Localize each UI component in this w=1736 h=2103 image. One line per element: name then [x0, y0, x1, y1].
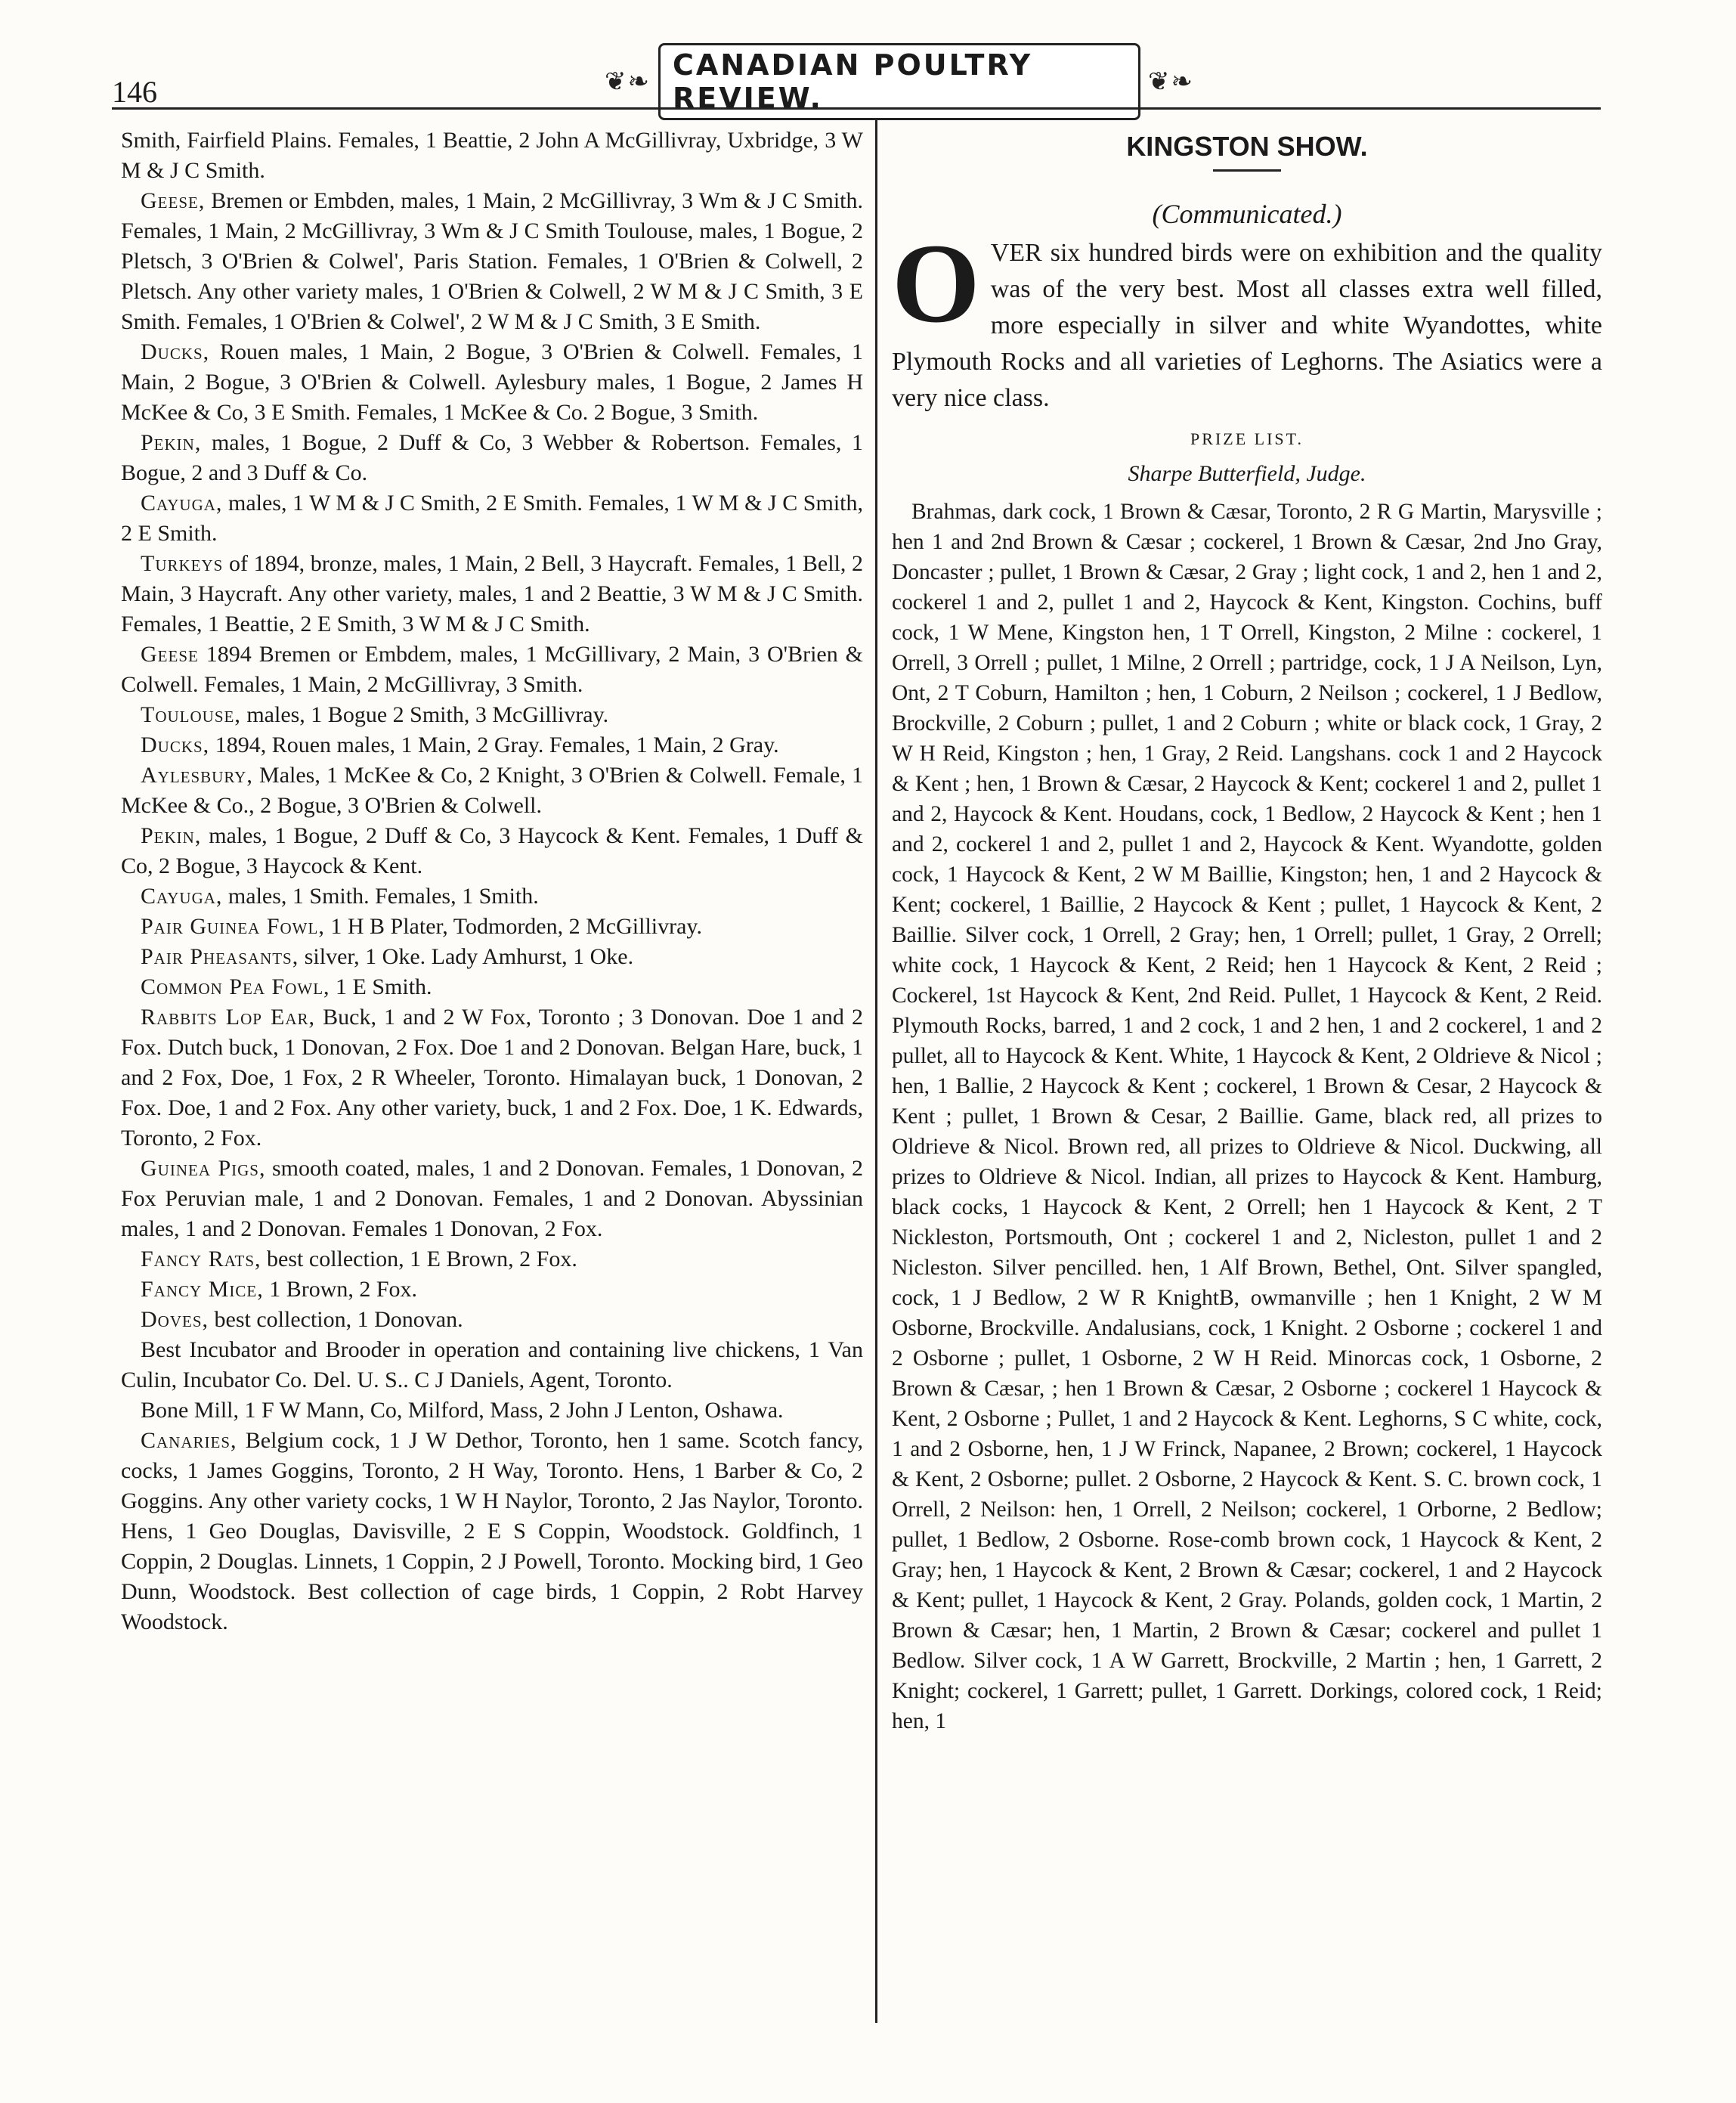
paragraph: Fancy Rats, best collection, 1 E Brown, 2 Fox.	[141, 1247, 577, 1271]
paragraph: Rabbits Lop Ear, Buck, 1 and 2 W Fox, Toronto ; 3 Donovan. Doe 1 and 2 Fox. Dutch buck, 1 Donovan, 2 Fox. Doe 1 and 2 Donovan. Belgan Hare, buck, 1 and 2 Fox, Doe, 1 Fox, 2 R Wheeler, Toronto. Himalayan buck, 1 Donovan, 2 Fox. Doe, 1 and 2 Fox. Any other variety, buck, 1 and 2 Fox. Doe, 1 K. Edwards, Toronto, 2 Fox.	[121, 1005, 863, 1151]
judge-line: Sharpe Butterfield, Judge.	[1128, 461, 1366, 486]
right-column	[892, 125, 1602, 1736]
paragraph: Best Incubator and Brooder in operation and containing live chickens, 1 Van Culin, Incubator Co. Del. U. S.. C J Daniels, Agent, Toronto.	[121, 1337, 863, 1392]
drop-cap: O	[892, 221, 980, 346]
paragraph: Geese, Bremen or Embden, males, 1 Main, 2 McGillivray, 3 Wm & J C Smith. Females, 1 Main, 2 McGillivray, 3 Wm & J C Smith Toulouse, males, 1 Bogue, 2 Pletsch, 3 O'Brien & Colwel', Paris Station. Females, 1 O'Brien & Colwell, 2 Pletsch. Any other variety males, 1 O'Brien & Colwell, 2 W M & J C Smith, 3 E Smith. Females, 1 O'Brien & Colwel', 2 W M & J C Smith, 3 E Smith.	[121, 188, 863, 334]
header-rule	[112, 107, 1601, 110]
paragraph: Pekin, males, 1 Bogue, 2 Duff & Co, 3 Webber & Robertson. Females, 1 Bogue, 2 and 3 Duff & Co.	[121, 430, 863, 485]
prize-list-body: Brahmas, dark cock, 1 Brown & Cæsar, Toronto, 2 R G Martin, Marysville ; hen 1 and 2nd Brown & Cæsar ; cockerel, 1 Brown & Cæsar, 2nd Jno Gray, Doncaster ; pullet, 1 Brown & Cæsar, 2 Gray ; light cock, 1 and 2, hen 1 and 2, cockerel 1 and 2, pullet 1 and 2, Haycock & Kent, Kingston. Cochins, buff cock, 1 W Mene, Kingston hen, 1 T Orrell, Kingston, 2 Milne : cockerel, 1 Orrell, 3 Orrell ; pullet, 1 Milne, 2 Orrell ; partridge, cock, 1 J A Neilson, Lyn, Ont, 2 T Coburn, Hamilton ; hen, 1 Coburn, 2 Neilson ; cockerel, 1 J Bedlow, Brockville, 2 Coburn ; pullet, 1 and 2 Coburn ; white or black cock, 1 Gray, 2 W H Reid, Kingston ; hen, 1 Gray, 2 Reid. Langshans. cock 1 and 2 Haycock & Kent ; hen, 1 Brown & Cæsar, 2 Haycock & Kent; cockerel 1 and 2, pullet 1 and 2, Haycock & Kent. Houdans, cock, 1 Bedlow, 2 Haycock & Kent ; hen 1 and 2, cockerel 1 and 2, pullet 1 and 2, Haycock & Kent. Wyandotte, golden cock, 1 Haycock & Kent, 2 W M Baillie, Kingston; hen, 1 and 2 Haycock & Kent; cockerel, 1 Baillie, 2 Haycock & Kent ; pullet, 1 Haycock & Kent, 2 Baillie. Silver cock, 1 Orrell, 2 Gray; hen, 1 Orrell; pullet, 1 Gray, 2 Orrell; white cock, 1 Haycock & Kent, 2 Reid; hen 1 Haycock & Kent, 2 Reid ; Cockerel, 1st Haycock & Kent, 2nd Reid. Pullet, 1 Haycock & Kent, 2 Reid. Plymouth Rocks, barred, 1 and 2 cock, 1 and 2 hen, 1 and 2 cockerel, 1 and 2 pullet, all to Haycock & Kent. White, 1 Haycock & Kent, 2 Oldrieve & Nicol ; hen, 1 Ballie, 2 Haycock & Kent ; cockerel, 1 Brown & Cesar, 2 Haycock & Kent ; pullet, 1 Brown & Cesar, 2 Baillie. Game, black red, all prizes to Oldrieve & Nicol. Brown red, all prizes to Oldrieve & Nicol. Duckwing, all prizes to Oldrieve & Nicol. Indian, all prizes to Haycock & Kent. Hamburg, black cocks, 1 Haycock & Kent, 2 Orrell; hen 1 Haycock & Kent, 2 T Nickleston, Portsmouth, Ont ; cockerel 1 and 2, Nicleston, pullet 1 and 2 Nicleston. Silver pencilled. hen, 1 Alf Brown, Bethel, Ont. Silver spangled, cock, 1 J Bedlow, 2 W R KnightB, owmanville ; hen 1 Knight, 2 W M Osborne, Brockville. Andalusians, cock, 1 Knight. 2 Osborne ; cockerel 1 and 2 Osborne ; pullet, 1 Osborne, 2 W H Reid. Minorcas cock, 1 Osborne, 2 Brown & Cæsar, ; hen 1 Brown & Cæsar, 2 Osborne ; cockerel 1 Haycock & Kent, 2 Osborne ; Pullet, 1 and 2 Haycock & Kent. Leghorns, S C white, cock, 1 and 2 Osborne, hen, 1 J W Frinck, Napanee, 2 Brown; cockerel, 1 Haycock & Kent, 2 Osborne; pullet. 2 Osborne, 2 Haycock & Kent. S. C. brown cock, 1 Orrell, 2 Neilson: hen, 1 Orrell, 2 Neilson; cockerel, 1 Orborne, 2 Bedlow; pullet, 1 Bedlow, 2 Osborne. Rose-comb brown cock, 1 Haycock & Kent, 2 Gray; hen, 1 Haycock & Kent, 2 Brown & Cæsar; cockerel, 1 and 2 Haycock & Kent; pullet, 1 Haycock & Kent, 2 Gray. Polands, golden cock, 1 Martin, 2 Brown & Cæsar; hen, 1 Martin, 2 Brown & Cæsar; cockerel and pullet 1 Bedlow. Silver cock, 1 A W Garrett, Brockville, 2 Martin ; hen, 1 Garrett, 2 Knight; cockerel, 1 Garrett; pullet, 1 Garrett. Dorkings, colored cock, 1 Reid; hen, 1	[892, 500, 1602, 1733]
masthead-title: CANADIAN POULTRY REVIEW.	[658, 43, 1140, 120]
paragraph: Cayuga, males, 1 Smith. Females, 1 Smith.	[141, 884, 539, 909]
prize-list-heading: PRIZE LIST.	[1190, 429, 1304, 448]
intro-paragraph: OVER six hundred birds were on exhibition and the quality was of the very best. Most all classes extra well filled, more especially in silver and white Wyandottes, white Plymouth Rocks and all varieties of Leghorns. The Asiatics were a very nice class.	[892, 221, 1602, 412]
paragraph: Ducks, Rouen males, 1 Main, 2 Bogue, 3 O'Brien & Colwell. Females, 1 Main, 2 Bogue, 3 O'Brien & Colwell. Aylesbury males, 1 Bogue, 2 James H McKee & Co, 3 E Smith. Females, 1 McKee & Co. 2 Bogue, 3 Smith.	[121, 339, 863, 425]
column-divider	[875, 119, 877, 2023]
paragraph: Pair Pheasants, silver, 1 Oke. Lady Amhurst, 1 Oke.	[141, 944, 634, 969]
paragraph: Bone Mill, 1 F W Mann, Co, Milford, Mass, 2 John J Lenton, Oshawa.	[141, 1398, 784, 1423]
masthead	[597, 48, 1202, 115]
paragraph: Doves, best collection, 1 Donovan.	[141, 1307, 463, 1332]
paragraph: Toulouse, males, 1 Bogue 2 Smith, 3 McGillivray.	[141, 702, 609, 727]
article-subtitle: (Communicated.)	[1152, 199, 1342, 229]
paragraph: Guinea Pigs, smooth coated, males, 1 and 2 Donovan. Females, 1 Donovan, 2 Fox Peruvian male, 1 and 2 Donovan. Females, 1 and 2 Donovan. Abyssinian males, 1 and 2 Donovan. Females 1 Donovan, 2 Fox.	[121, 1156, 863, 1241]
paragraph: Aylesbury, Males, 1 McKee & Co, 2 Knight, 3 O'Brien & Colwell. Female, 1 McKee & Co., 2 Bogue, 3 O'Brien & Colwell.	[121, 763, 863, 818]
paragraph: Turkeys of 1894, bronze, males, 1 Main, 2 Bell, 3 Haycraft. Females, 1 Bell, 2 Main, 3 Haycraft. Any other variety, males, 1 and 2 Beattie, 3 W M & J C Smith. Females, 1 Beattie, 2 E Smith, 3 W M & J C Smith.	[121, 551, 863, 636]
right-ornament-icon: ❦❧	[1148, 68, 1194, 96]
title-rule	[1213, 169, 1281, 172]
paragraph: Geese 1894 Bremen or Embdem, males, 1 McGillivary, 2 Main, 3 O'Brien & Colwell. Females, 1 Main, 2 McGillivray, 3 Smith.	[121, 642, 863, 697]
article-title: KINGSTON SHOW.	[1126, 131, 1368, 162]
paragraph: Pair Guinea Fowl, 1 H B Plater, Todmorden, 2 McGillivray.	[141, 914, 702, 939]
left-column	[121, 125, 863, 1637]
paragraph: Smith, Fairfield Plains. Females, 1 Beattie, 2 John A McGillivray, Uxbridge, 3 W M & J C Smith.	[121, 128, 863, 183]
paragraph: Canaries, Belgium cock, 1 J W Dethor, Toronto, hen 1 same. Scotch fancy, cocks, 1 James Goggins, Toronto, 2 H Way, Toronto. Hens, 1 Barber & Co, 2 Goggins. Any other variety cocks, 1 W H Naylor, Toronto, 2 Jas Naylor, Toronto. Hens, 1 Geo Douglas, Davisville, 2 E S Coppin, Woodstock. Goldfinch, 1 Coppin, 2 Douglas. Linnets, 1 Coppin, 2 J Powell, Toronto. Mocking bird, 1 Geo Dunn, Woodstock. Best collection of cage birds, 1 Coppin, 2 Robt Harvey Woodstock.	[121, 1428, 863, 1634]
paragraph: Cayuga, males, 1 W M & J C Smith, 2 E Smith. Females, 1 W M & J C Smith, 2 E Smith.	[121, 491, 863, 546]
paragraph: Common Pea Fowl, 1 E Smith.	[141, 974, 432, 999]
paragraph: Ducks, 1894, Rouen males, 1 Main, 2 Gray. Females, 1 Main, 2 Gray.	[141, 732, 779, 757]
paragraph: Pekin, males, 1 Bogue, 2 Duff & Co, 3 Haycock & Kent. Females, 1 Duff & Co, 2 Bogue, 3 Haycock & Kent.	[121, 823, 863, 878]
page-number: 146	[112, 75, 157, 109]
left-ornament-icon: ❦❧	[605, 68, 651, 96]
paragraph: Fancy Mice, 1 Brown, 2 Fox.	[141, 1277, 418, 1302]
